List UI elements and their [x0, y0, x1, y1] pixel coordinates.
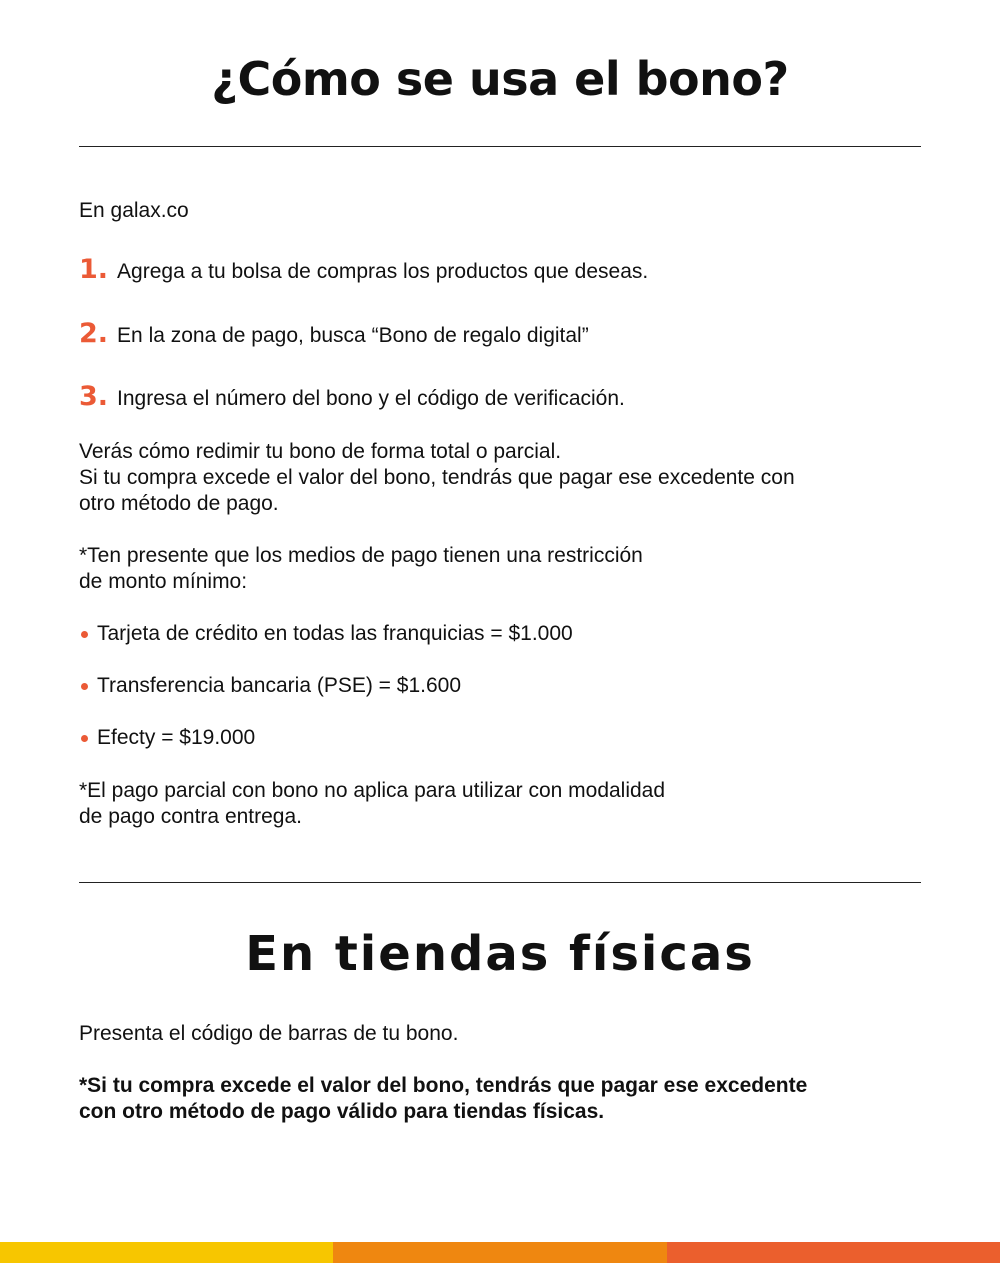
step-3	[79, 381, 625, 412]
step-1	[79, 254, 648, 285]
bullet-dot-icon	[81, 631, 88, 638]
stores-note-line: *Si tu compra excede el valor del bono, tendrás que pagar ese excedente	[79, 1074, 808, 1097]
top-divider	[79, 146, 921, 147]
bullet-dot-icon	[81, 735, 88, 742]
step-text: Agrega a tu bolsa de compras los productos que deseas.	[117, 260, 649, 283]
redeem-line: otro método de pago.	[79, 492, 279, 515]
step-text: En la zona de pago, busca “Bono de regalo digital”	[117, 324, 589, 347]
footer-color-bar	[0, 1242, 1000, 1263]
page-title: ¿Cómo se usa el bono?	[211, 52, 789, 106]
redeem-paragraph	[79, 439, 795, 517]
redeem-line: Si tu compra excede el valor del bono, tendrás que pagar ese excedente con	[79, 466, 795, 489]
footer-segment-orange	[333, 1242, 666, 1263]
partial-note-line: de pago contra entrega.	[79, 805, 303, 828]
partial-note-line: *El pago parcial con bono no aplica para utilizar con modalidad	[79, 779, 666, 802]
online-intro: En galax.co	[79, 199, 189, 222]
restriction-line: *Ten presente que los medios de pago tienen una restricción	[79, 544, 643, 567]
restriction-line: de monto mínimo:	[79, 570, 248, 593]
footer-segment-red-orange	[667, 1242, 1000, 1263]
redeem-line: Verás cómo redimir tu bono de forma total o parcial.	[79, 440, 562, 463]
step-number: 1.	[79, 254, 109, 285]
stores-note	[79, 1073, 807, 1125]
step-2	[79, 318, 589, 349]
payment-minimum-item	[79, 725, 255, 751]
partial-payment-note	[79, 778, 665, 830]
payment-minimum-text: Transferencia bancaria (PSE) = $1.600	[97, 674, 462, 697]
step-number: 2.	[79, 318, 109, 349]
step-number: 3.	[79, 381, 109, 412]
bottom-divider	[79, 882, 921, 883]
payment-minimum-text: Tarjeta de crédito en todas las franquicias = $1.000	[97, 622, 573, 645]
stores-intro: Presenta el código de barras de tu bono.	[79, 1022, 459, 1045]
payment-minimum-text: Efecty = $19.000	[97, 726, 256, 749]
step-text: Ingresa el número del bono y el código de verificación.	[117, 387, 625, 410]
payment-minimum-item	[79, 621, 573, 647]
footer-segment-yellow	[0, 1242, 333, 1263]
restriction-paragraph	[79, 543, 643, 595]
stores-title: En tiendas físicas	[245, 926, 755, 982]
payment-minimum-item	[79, 673, 461, 699]
bullet-dot-icon	[81, 683, 88, 690]
stores-note-line: con otro método de pago válido para tiendas físicas.	[79, 1100, 605, 1123]
